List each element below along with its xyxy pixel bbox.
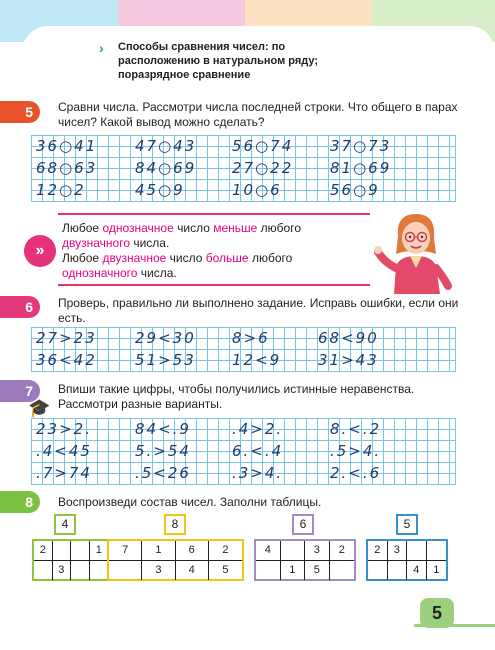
rule-line-2: двузначного числа. bbox=[62, 236, 170, 250]
task-7-number: 7 bbox=[0, 380, 40, 402]
rule-top-line bbox=[58, 213, 370, 215]
task-5-expr: 56○74 bbox=[232, 137, 294, 155]
task-6-expr: 12<9 bbox=[232, 351, 282, 369]
teacher-illustration bbox=[374, 206, 458, 294]
task-5-expr: 37○73 bbox=[330, 137, 392, 155]
rule-bottom-line bbox=[58, 284, 370, 286]
task-6-text: Проверь, правильно ли выполнено задание. Исправь ошибки, если они есть. bbox=[58, 296, 459, 325]
task-5-expr: 56○9 bbox=[330, 181, 380, 199]
table-8-label: 8 bbox=[164, 514, 186, 535]
table-cell: 7 bbox=[109, 541, 142, 561]
task-5-expr: 84○69 bbox=[135, 159, 197, 177]
task-6-expr: 68<90 bbox=[318, 329, 379, 347]
task-6-expr: 36<42 bbox=[36, 351, 97, 369]
rule-line-4: однозначного числа. bbox=[62, 266, 177, 280]
table-cell: 1 bbox=[142, 541, 175, 561]
table-6-label: 6 bbox=[292, 514, 314, 535]
table-cell: 5 bbox=[222, 564, 229, 576]
table-cell bbox=[71, 561, 90, 580]
table-cell bbox=[427, 541, 447, 561]
task-7-expr: 84<.9 bbox=[135, 420, 191, 438]
task-5-text: Сравни числа. Рассмотри числа последней строки. Что общего в парах чисел? Какой вывод можно сделать? bbox=[58, 100, 458, 129]
task-7-expr: .3>4. bbox=[232, 464, 284, 482]
double-chevron-icon: » bbox=[24, 235, 56, 267]
task-7-expr: .5<26 bbox=[135, 464, 191, 482]
table-cell: 4 bbox=[176, 561, 209, 580]
table-cell: 1 bbox=[90, 541, 109, 561]
table-cell: 2 bbox=[34, 541, 53, 561]
task-7-expr: 8.<.2 bbox=[330, 420, 382, 438]
rule-line-1: Любое однозначное число меньше любого bbox=[62, 221, 301, 235]
number-table-5 bbox=[366, 539, 448, 581]
number-table-4 bbox=[32, 539, 110, 581]
table-cell bbox=[407, 541, 427, 561]
table-cell: 1 bbox=[281, 561, 306, 580]
task-5-expr: 47○43 bbox=[135, 137, 197, 155]
task-7-text: Впиши такие цифры, чтобы получились истинные неравенства. Рассмотри разные варианты. bbox=[58, 382, 415, 411]
task-7-expr: 23>2. bbox=[36, 420, 92, 438]
table-cell bbox=[330, 561, 355, 580]
task-6-expr: 8>6 bbox=[232, 329, 270, 347]
task-5-expr: 12○2 bbox=[36, 181, 86, 199]
table-cell: 3 bbox=[142, 561, 175, 580]
task-8-number: 8 bbox=[0, 491, 40, 513]
table-cell: 4 bbox=[407, 561, 427, 580]
table-cell: 3 bbox=[53, 561, 72, 580]
table-cell bbox=[281, 541, 306, 561]
task-7-expr: 5.>54 bbox=[135, 442, 191, 460]
table-cell: 3 bbox=[388, 541, 408, 561]
task-5-expr: 36○41 bbox=[36, 137, 98, 155]
number-table-6 bbox=[254, 539, 356, 581]
task-6-expr: 51>53 bbox=[135, 351, 196, 369]
table-cell bbox=[90, 561, 109, 580]
number-table-8 bbox=[107, 539, 244, 581]
table-cell: 2 bbox=[209, 541, 242, 561]
page-number: 5 bbox=[420, 598, 454, 628]
table-cell: 2 bbox=[368, 541, 388, 561]
task-7-expr: .7>74 bbox=[36, 464, 92, 482]
page-title: Способы сравнения чисел: по расположению в натуральном ряду; поразрядное сравнение bbox=[118, 41, 319, 81]
table-cell: 5 bbox=[305, 561, 330, 580]
table-5-label: 5 bbox=[396, 514, 418, 535]
table-cell bbox=[53, 541, 72, 561]
task-7-expr: 6.<.4 bbox=[232, 442, 284, 460]
chevron-right-icon: › bbox=[99, 40, 104, 56]
task-6-number: 6 bbox=[0, 296, 40, 318]
table-cell: 2 bbox=[330, 541, 355, 561]
table-cell bbox=[256, 561, 281, 580]
task-5-expr: 81○69 bbox=[330, 159, 392, 177]
graduation-cap-icon: 🎓 bbox=[28, 398, 51, 418]
task-7-expr: .4<45 bbox=[36, 442, 92, 460]
table-cell bbox=[34, 561, 53, 580]
table-4-label: 4 bbox=[54, 514, 76, 535]
task-5-expr: 27○22 bbox=[232, 159, 294, 177]
task-7-expr: 2.<.6 bbox=[330, 464, 382, 482]
table-cell: 4 bbox=[256, 541, 281, 561]
table-cell bbox=[109, 561, 142, 580]
task-5-number: 5 bbox=[0, 101, 40, 123]
rule-line-3: Любое двузначное число больше любого bbox=[62, 251, 293, 265]
task-6-expr: 31>43 bbox=[318, 351, 379, 369]
table-cell bbox=[388, 561, 408, 580]
table-cell bbox=[368, 561, 388, 580]
task-7-expr: .5>4. bbox=[330, 442, 382, 460]
task-5-expr: 10○6 bbox=[232, 181, 282, 199]
task-7-expr: .4>2. bbox=[232, 420, 284, 438]
table-cell: 3 bbox=[305, 541, 330, 561]
table-cell bbox=[71, 541, 90, 561]
table-cell: 6 bbox=[176, 541, 209, 561]
task-6-expr: 29<30 bbox=[135, 329, 196, 347]
task-6-expr: 27>23 bbox=[36, 329, 97, 347]
task-5-expr: 45○9 bbox=[135, 181, 185, 199]
task-8-text: Воспроизведи состав чисел. Заполни таблицы. bbox=[58, 495, 322, 509]
task-5-expr: 68○63 bbox=[36, 159, 98, 177]
table-cell: 1 bbox=[433, 564, 440, 576]
